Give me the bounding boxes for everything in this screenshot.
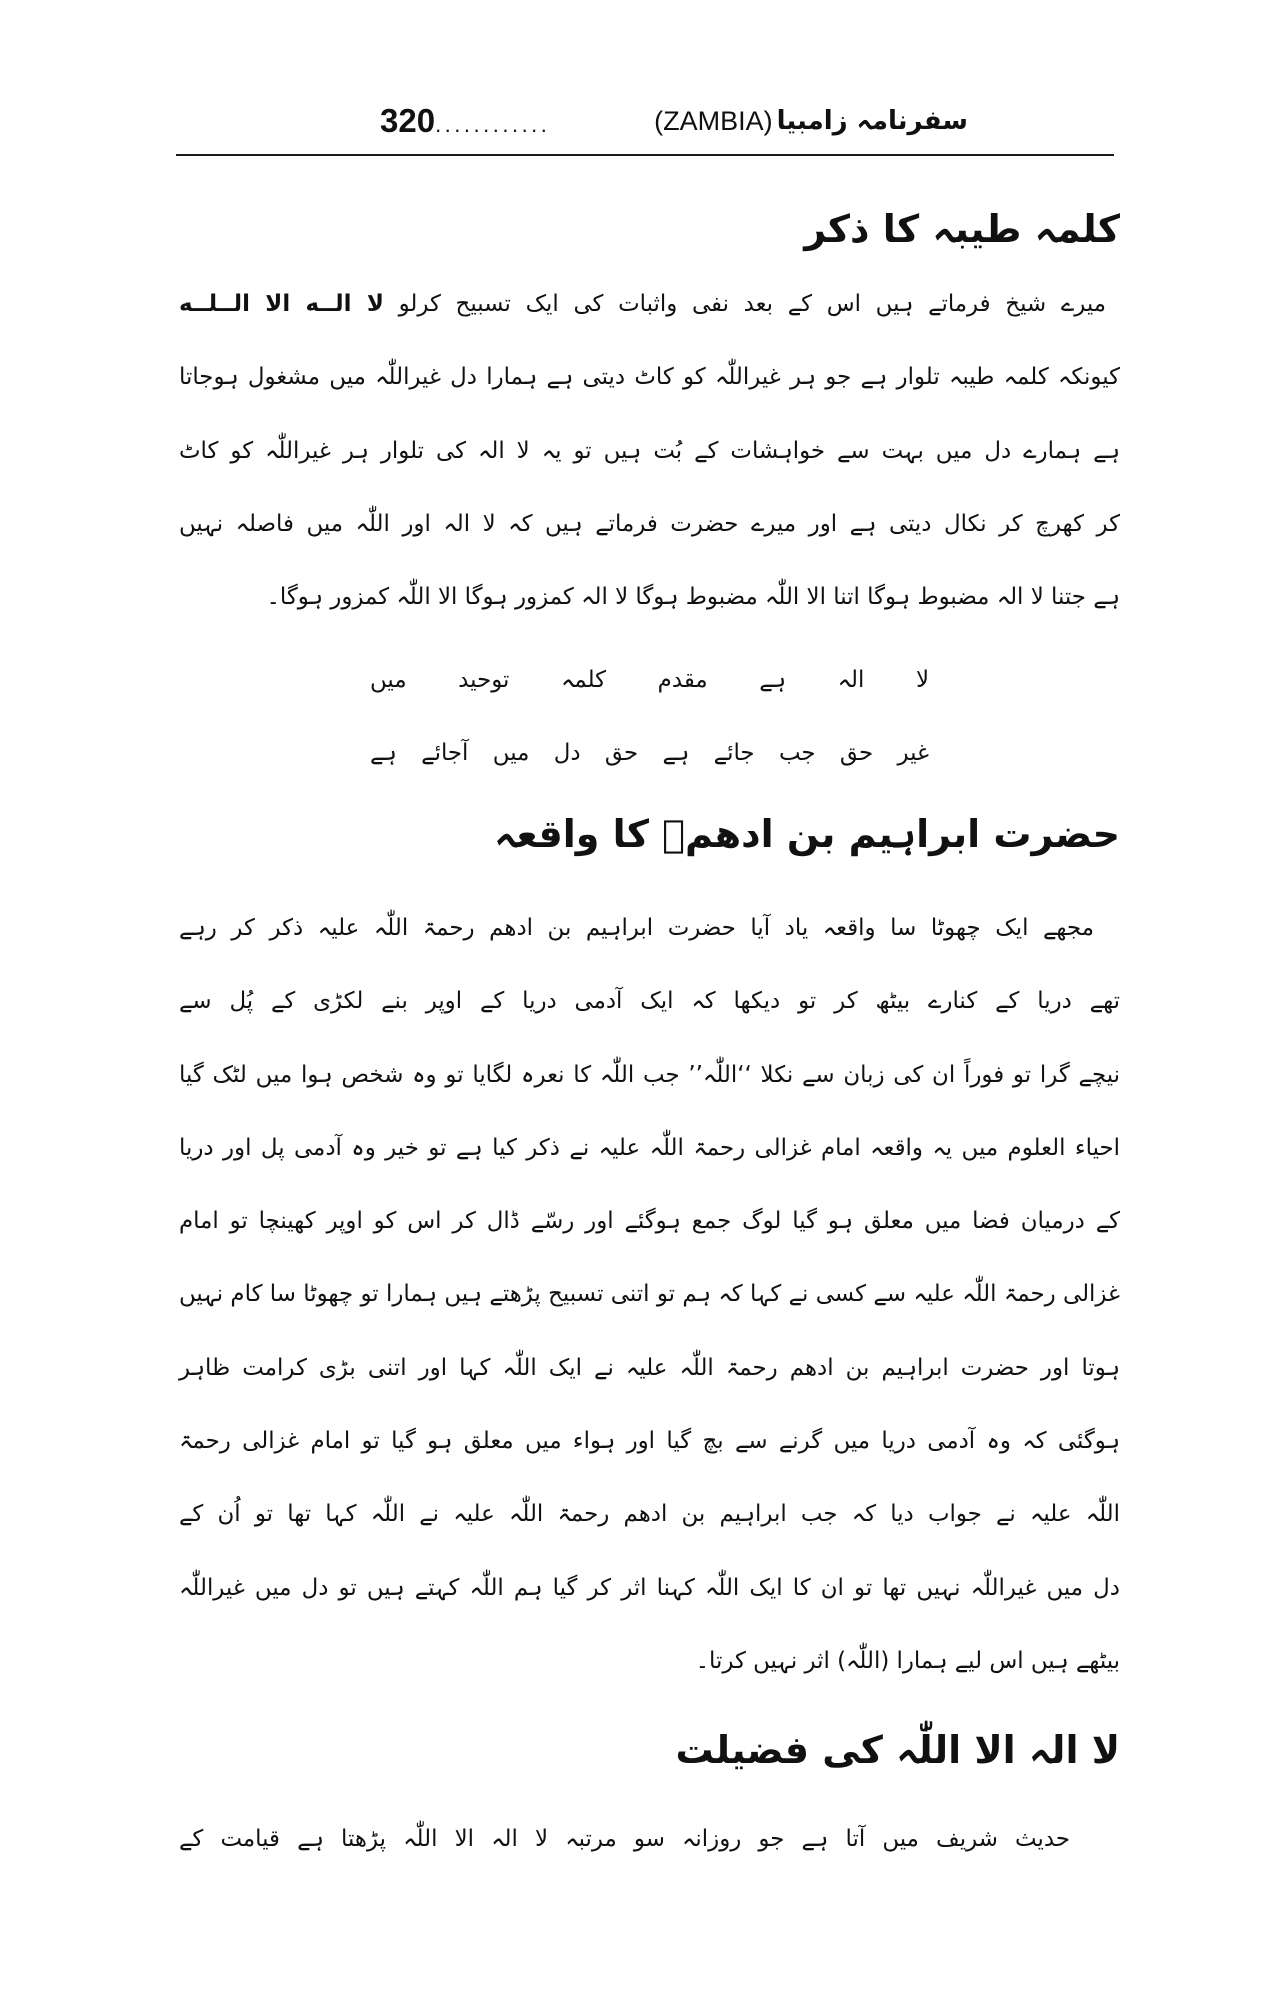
verse-line <box>369 644 929 717</box>
text-line <box>178 1039 1120 1112</box>
text-line-content: ہوگئی کہ وہ آدمی دریا میں گرنے سے بچ گیا اور ہواء میں معلق ہو گیا تو امام غزالی رحمۃ <box>179 1428 1120 1455</box>
text-line <box>178 965 1120 1038</box>
running-title-urdu: سفرنامہ زامبیا <box>776 106 968 136</box>
verse-line <box>369 717 929 790</box>
paragraph-2 <box>178 892 1120 1698</box>
text-line <box>178 1552 1120 1625</box>
text-line <box>178 892 1094 965</box>
text-line <box>178 415 1120 488</box>
text-line-content <box>179 291 1106 317</box>
text-line-content: کے درمیان فضا میں معلق ہو گیا لوگ جمع ہوگئے اور رسّے ڈال کر اس کو اوپر کھینچا تو امام <box>179 1208 1120 1235</box>
section-heading: حضرت ابراہیم بن ادھمؒ کا واقعہ <box>494 812 1120 856</box>
text-line-content: احیاء العلوم میں یہ واقعہ امام غزالی رحمۃ اللّٰہ علیہ نے ذکر کیا ہے تو خیر وہ آدمی پل اور دریا <box>179 1134 1120 1161</box>
text-line-content: دل میں غیراللّٰہ نہیں تھا تو ان کا ایک اللّٰہ کہنا اثر کر گیا ہم اللّٰہ کہتے ہیں تو دل میں غیراللّٰہ <box>179 1574 1120 1601</box>
paragraph-3 <box>178 1803 1120 1876</box>
text-line <box>178 1185 1120 1258</box>
text-line <box>178 268 1106 341</box>
text-line-content: ہے ہمارے دل میں بہت سے خواہشات کے بُت ہیں تو یہ لا الہ کی تلوار ہر غیراللّٰہ کو کاٹ <box>179 437 1120 464</box>
text-line-content: اللّٰہ علیہ نے جواب دیا کہ جب ابراہیم بن ادھم رحمۃ اللّٰہ علیہ نے اللّٰہ کہا تھا تو اُن کے <box>179 1501 1120 1528</box>
text-line <box>178 1478 1120 1551</box>
text-line <box>178 488 1120 561</box>
section-heading: کلمہ طیبہ کا ذکر <box>804 207 1120 251</box>
running-title <box>654 99 968 143</box>
text-line-content: غزالی رحمۃ اللّٰہ علیہ سے کسی نے کہا کہ ہم تو اتنی تسبیح پڑھتے ہیں ہمارا تو چھوٹا سا کام نہیں <box>179 1281 1120 1308</box>
verse-line-content: لا الہ ہے مقدم کلمہ توحید میں <box>370 667 929 693</box>
text-line <box>178 561 1120 634</box>
kalima-text: لا الــه الا الــلــه <box>179 291 384 317</box>
text-line-content: نیچے گرا تو فوراً ان کی زبان سے نکلا ‘‘اللّٰہ’’ جب اللّٰہ کا نعرہ لگایا تو وہ شخص ہوا میں لٹک گیا <box>179 1061 1120 1088</box>
running-title-latin: (ZAMBIA) <box>654 106 773 136</box>
text-line-content: ہے جتنا لا الہ مضبوط ہوگا اتنا الا اللّٰہ مضبوط ہوگا لا الہ کمزور ہوگا الا اللّٰہ کمزور ہوگا۔ <box>266 584 1120 611</box>
verse-couplet <box>369 644 929 791</box>
paragraph-1 <box>178 268 1120 634</box>
page-number-header <box>380 99 550 143</box>
text-line <box>178 1258 1120 1331</box>
text-line-content: تھے دریا کے کنارے بیٹھ کر تو دیکھا کہ ایک آدمی دریا کے اوپر بنے لکڑی کے پُل سے <box>179 988 1120 1015</box>
text-line-content: مجھے ایک چھوٹا سا واقعہ یاد آیا حضرت ابراہیم بن ادھم رحمۃ اللّٰہ علیہ ذکر کر رہے <box>179 915 1094 941</box>
text-line <box>178 1405 1120 1478</box>
text-line-words: میرے شیخ فرماتے ہیں اس کے بعد نفی واثبات کی ایک تسبیح کرلو <box>398 291 1106 317</box>
section-heading: لا الہ الا اللّٰہ کی فضیلت <box>675 1728 1120 1772</box>
section-2 <box>178 796 1120 872</box>
section-1 <box>178 191 1120 267</box>
text-line-content: بیٹھے ہیں اس لیے ہمارا (اللّٰہ) اثر نہیں کرتا۔ <box>695 1647 1120 1674</box>
text-line-content: ہوتا اور حضرت ابراہیم بن ادھم رحمۃ اللّٰہ علیہ نے ایک اللّٰہ کہا اور اتنی بڑی کرامت ظاہر <box>179 1354 1120 1381</box>
text-line <box>178 1112 1120 1185</box>
text-line-content: کر کھرچ کر نکال دیتی ہے اور میرے حضرت فرماتے ہیں کہ لا الہ اور اللّٰہ میں فاصلہ نہیں <box>179 510 1120 537</box>
header-rule <box>176 154 1114 156</box>
text-line-content: کیونکہ کلمہ طیبہ تلوار ہے جو ہر غیراللّٰہ کو کاٹ دیتی ہے ہمارا دل غیراللّٰہ میں مشغول ہوجاتا <box>179 364 1120 391</box>
text-line <box>178 1803 1070 1876</box>
verse-line-content: غیر حق جب جائے ہے حق دل میں آجائے ہے <box>370 740 929 767</box>
dot-leader: ............ <box>435 112 551 137</box>
text-line-content: حدیث شریف میں آتا ہے جو روزانہ سو مرتبہ لا الہ الا اللّٰہ پڑھتا ہے قیامت کے <box>179 1826 1070 1852</box>
text-line <box>178 1625 1120 1698</box>
text-line <box>178 341 1120 414</box>
page-number: 320 <box>380 102 436 139</box>
text-line <box>178 1332 1120 1405</box>
section-3 <box>178 1712 1120 1788</box>
